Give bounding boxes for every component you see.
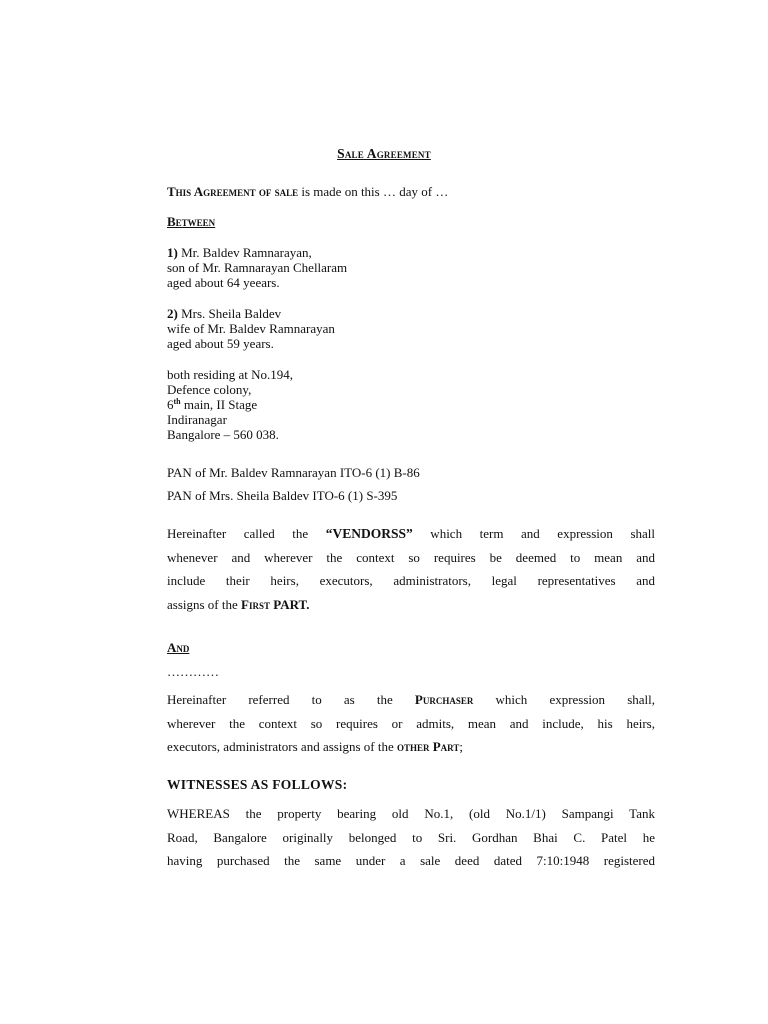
vendor-term: “VENDORSS” <box>325 526 413 541</box>
purchaser-line-3 <box>167 735 655 759</box>
purchaser-paragraph <box>167 688 655 759</box>
witnesses-heading: WITNESSES AS FOLLOWS: <box>167 777 348 792</box>
address-line-3 <box>167 397 655 412</box>
party-1-parent: son of Mr. Ramnarayan Chellaram <box>167 260 348 275</box>
purchaser-text: Hereinafter referred to as the <box>167 692 415 707</box>
address-line-2: Defence colony, <box>167 382 252 397</box>
intro-rest: is made on this … day of … <box>298 184 449 199</box>
address-main-number: 6 <box>167 397 174 412</box>
address-line-5: Bangalore – 560 038. <box>167 427 279 442</box>
other-part-label: other Part <box>396 739 460 754</box>
document-title: Sale Agreement <box>337 146 431 161</box>
party-1-name-line <box>167 245 655 260</box>
intro-lead: This Agreement of sale <box>167 184 299 199</box>
purchaser-term: Purchaser <box>414 692 474 707</box>
party-2-name-line <box>167 306 655 321</box>
vendor-line-2: whenever and wherever the context so requires be deemed to mean and <box>167 549 655 565</box>
between-heading-row <box>167 214 655 229</box>
party-1-age: aged about 64 yeears. <box>167 275 280 290</box>
vendor-paragraph <box>167 522 655 616</box>
party-2-name: Mrs. Sheila Baldev <box>177 306 282 321</box>
party-1-number: 1) <box>167 245 178 260</box>
party-2-age: aged about 59 years. <box>167 336 274 351</box>
pan-line-2: PAN of Mrs. Sheila Baldev ITO-6 (1) S-395 <box>167 488 398 503</box>
whereas-paragraph <box>167 802 655 873</box>
address-line-4: Indiranagar <box>167 412 227 427</box>
vendor-text: Hereinafter called the <box>167 526 326 541</box>
vendor-text: assigns of the <box>167 596 242 612</box>
whereas-line-2: Road, Bangalore originally belonged to Sri. Gordhan Bhai C. Patel he <box>167 829 655 845</box>
party-2-number: 2) <box>167 306 178 321</box>
purchaser-text: ; <box>459 739 463 754</box>
vendor-line-4 <box>167 593 655 617</box>
purchaser-text: which expression shall, <box>473 692 655 707</box>
party-2-block <box>167 306 655 351</box>
address-ordinal: th <box>173 397 181 406</box>
and-heading: And <box>167 640 190 655</box>
purchaser-text: executors, administrators and assigns of the <box>167 739 397 754</box>
pan-line-1: PAN of Mr. Baldev Ramnarayan ITO-6 (1) B-86 <box>167 465 420 480</box>
purchaser-placeholder-dots: ………… <box>167 664 219 679</box>
and-heading-row <box>167 640 655 655</box>
whereas-line-3: having purchased the same under a sale deed dated 7:10:1948 registered <box>167 853 655 868</box>
vendor-line-3: include their heirs, executors, administrators, legal representatives and <box>167 573 655 588</box>
purchaser-line-2: wherever the context so requires or admits, mean and include, his heirs, <box>167 715 655 731</box>
purchaser-line-1 <box>167 688 655 712</box>
vendor-text: which term and expression shall <box>412 526 655 541</box>
whereas-line-1: WHEREAS the property bearing old No.1, (old No.1/1) Sampangi Tank <box>167 806 655 821</box>
party-2-spouse: wife of Mr. Baldev Ramnarayan <box>167 321 335 336</box>
party-1-name: Mr. Baldev Ramnarayan, <box>177 245 312 260</box>
vendor-line-1 <box>167 522 655 546</box>
party-1-block <box>167 245 655 290</box>
address-block <box>167 367 655 442</box>
between-heading: Between <box>167 214 216 229</box>
first-part-label: First PART. <box>241 596 310 612</box>
address-line-1: both residing at No.194, <box>167 367 294 382</box>
intro-line <box>167 184 655 199</box>
address-main-rest: main, II Stage <box>180 397 258 412</box>
